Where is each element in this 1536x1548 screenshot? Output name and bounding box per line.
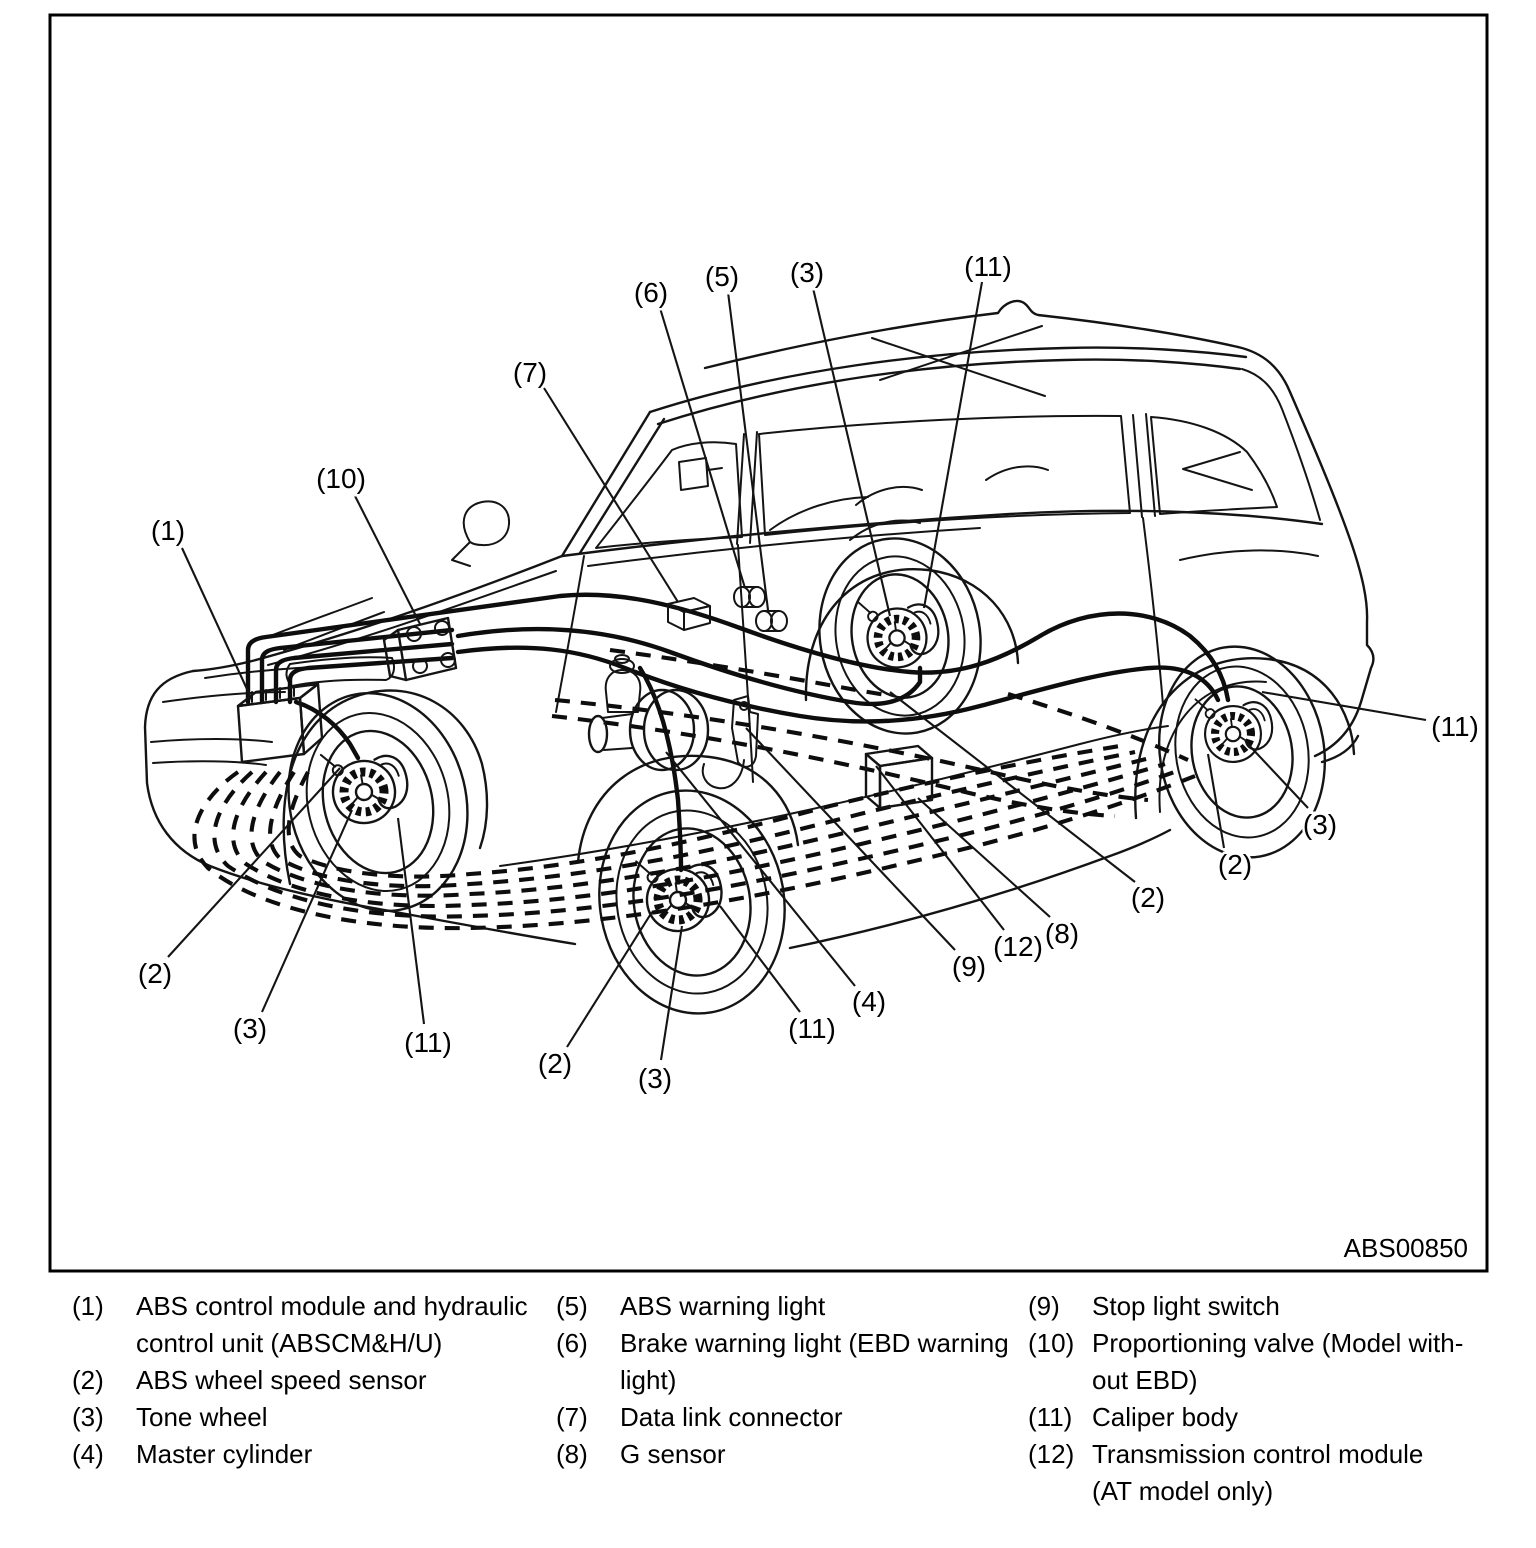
roof-far-edge: [705, 301, 1238, 368]
legend-item-text: ABS warning light: [620, 1291, 826, 1321]
callout-label: (3): [789, 257, 825, 288]
front-fascia: [145, 671, 390, 911]
leader-line: [813, 288, 890, 616]
leader-line: [398, 818, 424, 1024]
legend-item-text: Caliper body: [1092, 1402, 1238, 1432]
legend-item-number: (5): [556, 1291, 588, 1321]
legend-item-text: ABS control module and hydraulic control unit (ABSCM&H/U): [136, 1291, 528, 1358]
legend-item: [556, 1325, 1028, 1399]
legend-item: [1028, 1399, 1468, 1436]
legend-item-text: Master cylinder: [136, 1439, 313, 1469]
callout-label: (7): [512, 357, 548, 388]
leader-line: [660, 308, 745, 588]
leader-line: [666, 752, 855, 986]
callout-label: (11): [1431, 711, 1479, 742]
callout-label: (11): [964, 251, 1012, 282]
callout-label: (9): [951, 951, 987, 982]
legend-item-text: Stop light switch: [1092, 1291, 1280, 1321]
front-right-arch: [578, 756, 798, 862]
rocker-line: [500, 726, 1168, 866]
legend-item-number: (6): [556, 1328, 588, 1358]
legend-item-text: Proportioning valve (Model with- out EBD): [1092, 1328, 1464, 1395]
callout-label: (3): [1302, 809, 1338, 840]
legend-item: [556, 1436, 1028, 1473]
callout-label: (10): [316, 463, 366, 494]
brake-pipes: [248, 595, 1228, 870]
legend-item-number: (12): [1028, 1439, 1075, 1469]
legend-item: [556, 1288, 1028, 1325]
legend-column: [556, 1288, 1028, 1510]
legend-item-text: Brake warning light (EBD warning light): [620, 1328, 1009, 1395]
window-reflection-lines: [1183, 452, 1252, 490]
leader-line: [890, 692, 1135, 882]
wheel-front-right: [582, 776, 802, 1029]
legend: [72, 1288, 1468, 1510]
master-cylinder-glyph: [589, 655, 708, 770]
callout-label: (11): [404, 1027, 452, 1058]
legend-item-text: Transmission control module (AT model only): [1092, 1439, 1424, 1506]
callout-label: (1): [150, 515, 186, 546]
rear-left-hub-tone-wheel: [857, 591, 943, 672]
legend-item: [72, 1399, 556, 1436]
callout-label: (4): [851, 986, 887, 1017]
front-left-hub-tone-wheel: [321, 741, 413, 829]
leader-line: [661, 926, 682, 1060]
legend-item: [1028, 1288, 1468, 1325]
callout-label: (2): [137, 958, 173, 989]
legend-item-number: (8): [556, 1439, 588, 1469]
legend-item: [72, 1362, 556, 1399]
callout-label: (8): [1044, 918, 1080, 949]
legend-item-text: Tone wheel: [136, 1402, 268, 1432]
rear-glass-edge: [1242, 369, 1320, 520]
callout-label: (3): [232, 1013, 268, 1044]
callout-label: (2): [1217, 849, 1253, 880]
wheel-rear-left: [804, 526, 996, 747]
leader-line: [1208, 754, 1224, 848]
legend-item-number: (2): [72, 1365, 104, 1395]
leader-line: [746, 728, 955, 950]
figure-code: ABS00850: [1343, 1233, 1468, 1263]
callout-label: (2): [537, 1048, 573, 1079]
leader-line: [924, 282, 982, 608]
callout-label: (5): [704, 261, 740, 292]
legend-column: [72, 1288, 556, 1510]
d-pillar-rear-body: [1238, 347, 1373, 756]
legend-item: [1028, 1436, 1468, 1510]
legend-item-text: ABS wheel speed sensor: [136, 1365, 427, 1395]
door-mirror: [452, 501, 509, 566]
legend-item-text: Data link connector: [620, 1402, 843, 1432]
a-pillar: [562, 412, 664, 556]
leader-line: [354, 494, 420, 624]
legend-item-number: (10): [1028, 1328, 1075, 1358]
legend-item-number: (4): [72, 1439, 104, 1469]
leader-line: [567, 912, 652, 1047]
diagram-frame: [50, 15, 1487, 1271]
callout-label: (11): [788, 1013, 836, 1044]
callout-label: (2): [1130, 882, 1166, 913]
leader-line: [876, 766, 1004, 930]
interior-mirror: [679, 458, 722, 490]
leader-line: [544, 388, 678, 602]
lower-body-mid: [790, 830, 1170, 948]
callout-label: (3): [637, 1063, 673, 1094]
legend-item-number: (9): [1028, 1291, 1060, 1321]
legend-item-number: (11): [1028, 1402, 1073, 1432]
legend-item: [72, 1288, 556, 1362]
legend-item-text: G sensor: [620, 1439, 726, 1469]
legend-item-number: (7): [556, 1402, 588, 1432]
leader-line: [728, 292, 768, 610]
legend-item-number: (1): [72, 1291, 104, 1321]
leader-line: [1262, 692, 1426, 720]
callout-label: (6): [633, 277, 669, 308]
legend-item: [1028, 1325, 1468, 1399]
legend-item: [556, 1399, 1028, 1436]
callout-label: (12): [993, 931, 1043, 962]
leader-line: [1246, 742, 1308, 808]
front-door-window: [596, 442, 742, 548]
quarter-window: [1151, 417, 1277, 514]
beltline: [562, 511, 1322, 556]
roof-rail-inner: [658, 360, 1240, 424]
stop-light-switch-glyph: [703, 696, 758, 788]
legend-column: [1028, 1288, 1468, 1510]
legend-item: [72, 1436, 556, 1473]
legend-item-number: (3): [72, 1402, 104, 1432]
